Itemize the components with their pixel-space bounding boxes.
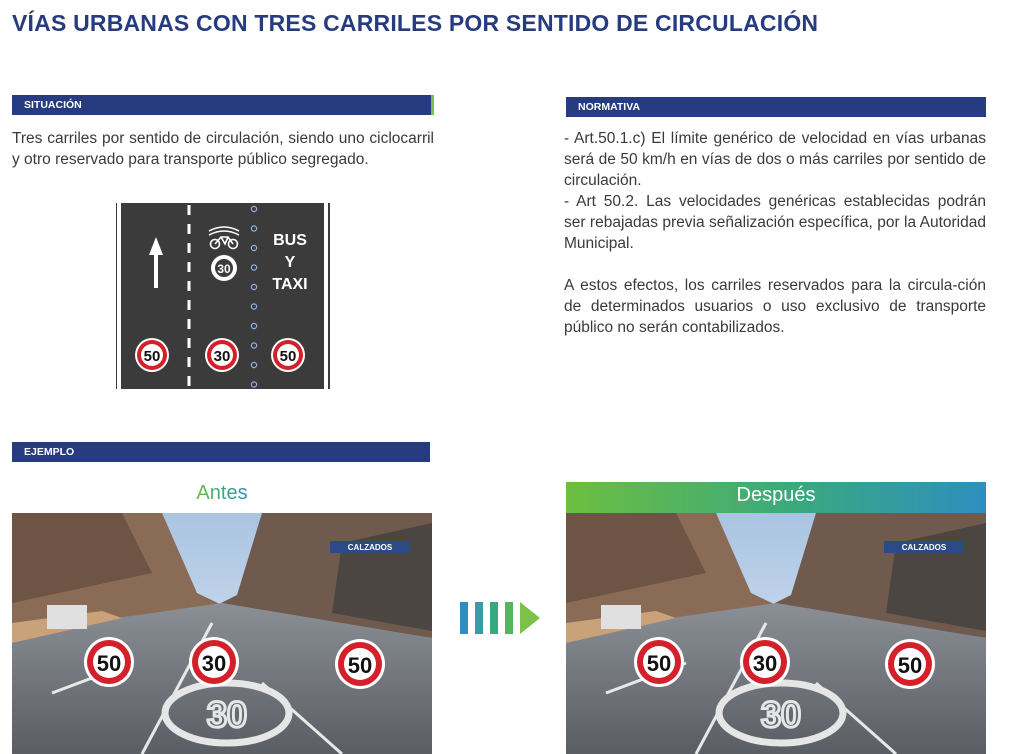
shop-sign: CALZADOS [901,543,947,552]
despues-speed-sign-50-right [885,639,935,689]
road-marking-30: 30 [206,694,248,735]
situacion-text: Tres carriles por sentido de circulación, siendo uno ciclocarril y otro reservado para transporte público segregado. [12,130,434,168]
road-marking-30: 30 [760,694,802,735]
svg-text:50: 50 [96,651,122,676]
svg-text:30: 30 [201,651,227,676]
lane-diagram [116,203,330,389]
antes-speed-sign-50-left [84,637,134,687]
transition-arrow-icon [458,600,544,636]
right-edge-line [324,203,328,389]
antes-speed-sign-50-right [335,639,385,689]
svg-text:50: 50 [897,653,923,678]
normativa-text [564,128,986,338]
svg-text:50: 50 [347,653,373,678]
despues-photo [566,513,986,754]
speed-sign-right [271,338,305,372]
left-edge-line [117,203,121,389]
normativa-article-50-2: - Art 50.2. Las velocidades genéricas establecidas podrán ser rebajadas previa señalización específica, por la Autoridad Municipal. [564,193,986,252]
despues-label: Después [566,482,986,514]
normativa-header: NORMATIVA [566,97,986,117]
antes-photo [12,513,432,754]
antes-label: Antes [196,482,248,504]
shop-sign: CALZADOS [347,543,393,552]
speed-sign-left [135,338,169,372]
despues-speed-sign-30 [740,637,790,687]
antes-speed-sign-30 [189,637,239,687]
speed-sign-middle [205,338,239,372]
svg-text:50: 50 [279,348,297,365]
bike-speed-text: 30 [217,262,231,276]
y-text: Y [284,254,296,271]
normativa-note: A estos efectos, los carriles reservados para la circula-ción de determinados usuarios o uso exclusivo de transporte público no serán contabilizados. [564,277,986,336]
bus-text: BUS [273,232,307,249]
despues-speed-sign-50-left [634,637,684,687]
svg-text:30: 30 [213,348,231,365]
situacion-header: SITUACIÓN [12,95,434,115]
page-title: VÍAS URBANAS CON TRES CARRILES POR SENTIDO DE CIRCULACIÓN [12,10,819,36]
ejemplo-header: EJEMPLO [12,442,430,462]
svg-text:50: 50 [143,348,161,365]
svg-text:30: 30 [752,651,778,676]
svg-text:50: 50 [646,651,672,676]
normativa-article-50-1: - Art.50.1.c) El límite genérico de velocidad en vías urbanas será de 50 km/h en vías de dos o más carriles por sentido de circulación. [564,130,986,189]
taxi-text: TAXI [272,276,308,293]
